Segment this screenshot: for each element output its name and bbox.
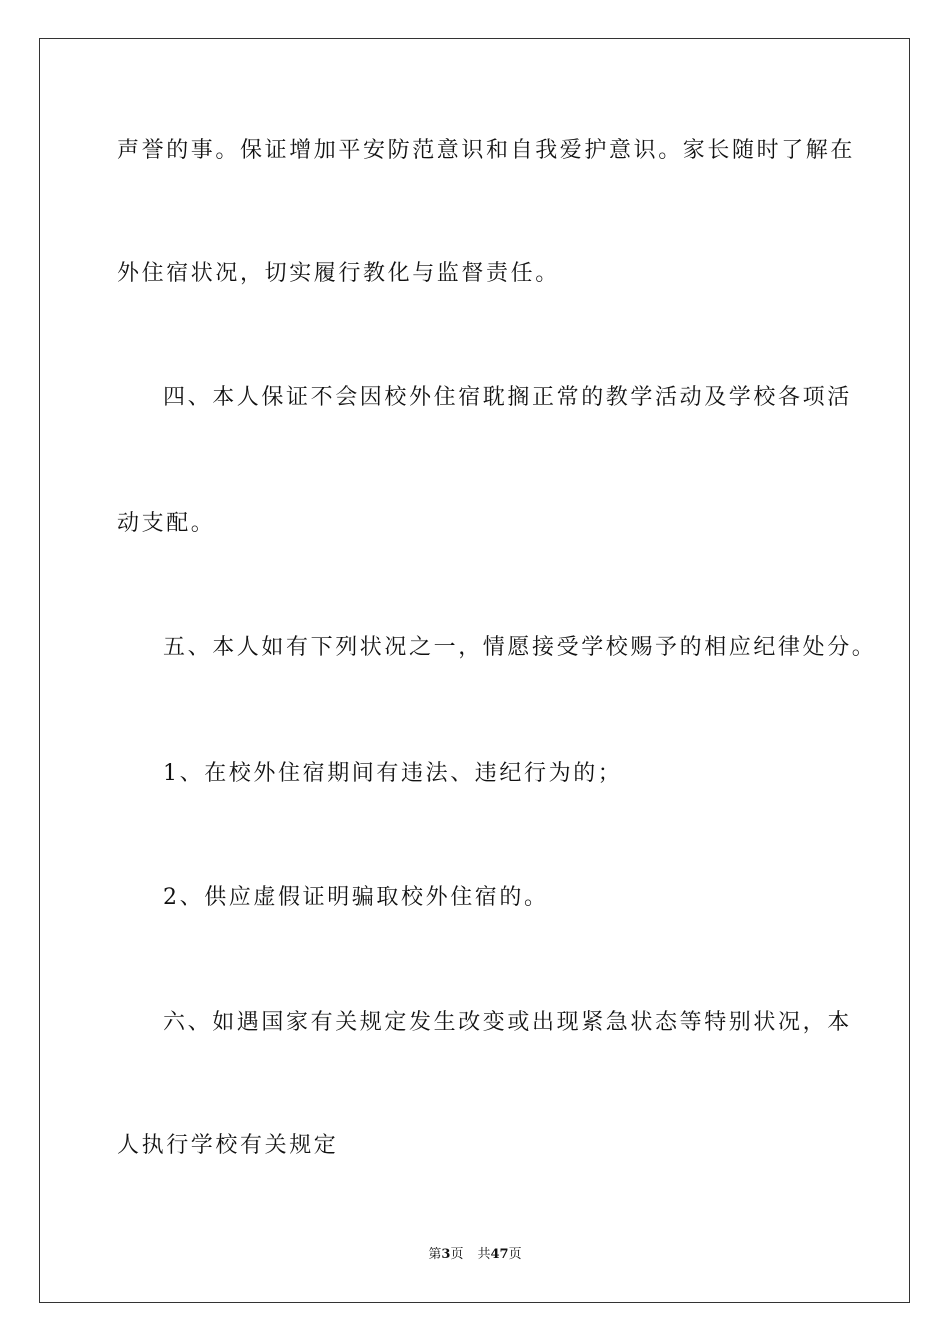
list-item-2: 2、供应虚假证明骗取校外住宿的。 — [163, 885, 549, 910]
footer-total-suffix: 页 — [508, 1247, 522, 1262]
footer-page-prefix: 第 — [428, 1247, 442, 1262]
footer-total-prefix: 共 — [477, 1247, 491, 1262]
paragraph-five: 五、本人如有下列状况之一，情愿接受学校赐予的相应纪律处分。 — [163, 635, 877, 660]
footer-total-pages: 47 — [490, 1247, 509, 1262]
paragraph-six-line-2: 人执行学校有关规定 — [117, 1133, 339, 1158]
page-footer — [0, 1246, 950, 1264]
body-line-1: 声誉的事。保证增加平安防范意识和自我爱护意识。家长随时了解在 — [117, 138, 856, 163]
footer-page-number: 3 — [441, 1247, 451, 1262]
paragraph-six-line-1: 六、如遇国家有关规定发生改变或出现紧急状态等特别状况，本 — [163, 1010, 852, 1035]
paragraph-four-line-1: 四、本人保证不会因校外住宿耽搁正常的教学活动及学校各项活 — [163, 385, 852, 410]
list-item-1: 1、在校外住宿期间有违法、违纪行为的； — [163, 761, 623, 786]
footer-page-suffix: 页 — [450, 1247, 464, 1262]
body-line-2: 外住宿状况，切实履行教化与监督责任。 — [117, 261, 560, 286]
page-frame — [39, 38, 910, 1303]
paragraph-four-line-2: 动支配。 — [117, 511, 216, 536]
